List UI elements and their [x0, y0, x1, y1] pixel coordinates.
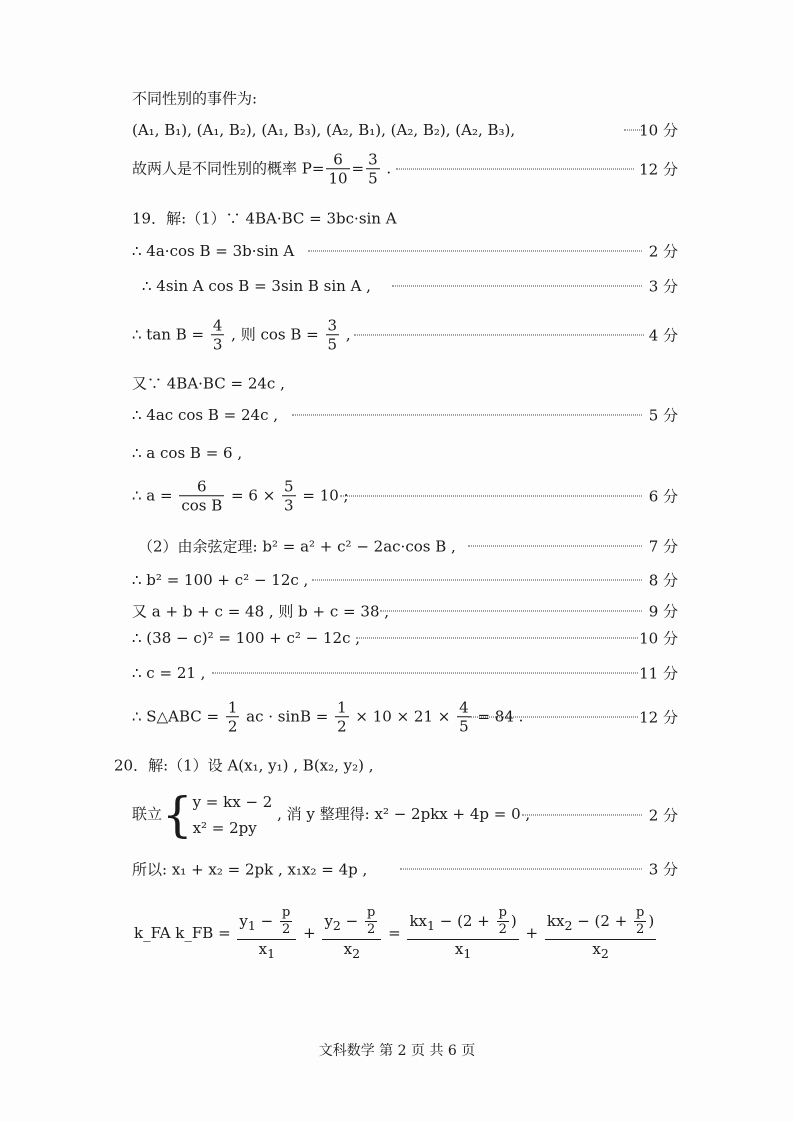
score-label: 10 分	[639, 629, 678, 648]
line-text: 又∵ 4BA·BC = 24c ,	[132, 374, 285, 393]
line-9	[0, 406, 794, 425]
formula-head: k_FA k_FB =	[134, 924, 236, 943]
line-text: 又 a + b + c = 48 , 则 b + c = 38 ,	[132, 602, 390, 621]
line-12	[0, 537, 794, 556]
leader-dots	[292, 415, 642, 416]
score-label: 8 分	[648, 571, 678, 590]
score-label: 2 分	[648, 806, 678, 825]
frac-den: 3	[212, 335, 223, 354]
line-text: (A₁, B₁), (A₁, B₂), (A₁, B₃), (A₂, B₁), (A₂, B₂), (A₂, B₃),	[132, 121, 516, 139]
score-label: 7 分	[648, 537, 678, 556]
brace-icon: {	[162, 787, 193, 843]
leader-dots	[522, 815, 642, 816]
frac-num: 1	[337, 697, 347, 716]
line-5	[0, 242, 794, 261]
leader-dots	[308, 251, 642, 252]
line-text: 19．解:（1）∵ 4BA·BC = 3bc·sin A	[132, 209, 397, 228]
line-10	[0, 444, 794, 462]
leader-dots	[356, 638, 638, 639]
line-7	[0, 315, 794, 354]
score-label: 12 分	[639, 160, 678, 179]
score-label: 5 分	[648, 406, 678, 425]
line-tail: .	[381, 159, 392, 177]
frac-num: $kx_2 - (2$ + $\frac{p}{2}$ )	[545, 905, 656, 940]
line-2	[0, 121, 794, 140]
leader-dots	[340, 496, 642, 497]
line-text: ∴ a cos B = 6 ,	[132, 444, 243, 462]
leader-dots	[354, 335, 644, 336]
fraction	[226, 698, 240, 737]
frac-num: 3	[327, 315, 338, 334]
fraction	[335, 698, 349, 737]
line-text: （2）由余弦定理: b² = a² + c² − 2ac·cos B ,	[138, 537, 456, 556]
line-13	[0, 571, 794, 590]
line-lead: 联立	[132, 805, 163, 823]
leader-dots	[468, 717, 638, 718]
frac-den: 2	[227, 717, 238, 736]
line-text: ∴ S△ABC =	[132, 707, 224, 725]
line-mid: ac · sinB =	[241, 707, 334, 725]
line-text: ∴ c = 21 ,	[132, 664, 206, 682]
line-6	[0, 277, 794, 296]
line-text: ∴ (38 − c)² = 100 + c² − 12c ,	[132, 629, 361, 647]
score-label: 9 分	[648, 602, 678, 621]
frac-den: 2	[337, 717, 347, 736]
line-text: ∴ b² = 100 + c² − 12c ,	[132, 571, 309, 589]
leader-dots	[312, 580, 642, 581]
equation-system	[193, 789, 273, 841]
line-text: ∴ 4ac cos B = 24c ,	[132, 406, 279, 424]
line-text: 所以: x₁ + x₂ = 2pk , x₁x₂ = 4p ,	[132, 860, 368, 879]
line-text: ∴ 4sin A cos B = 3sin B sin A ,	[142, 277, 371, 295]
line-content	[132, 316, 351, 355]
score-label: 12 分	[639, 708, 678, 727]
frac-den: $x_2$	[592, 939, 609, 961]
line-mid: × 10 × 21 ×	[350, 707, 456, 725]
page-footer: 文科数学 第 2 页 共 6 页	[318, 1043, 476, 1059]
score-label: 11 分	[639, 664, 678, 683]
line-17	[0, 697, 794, 736]
fraction	[282, 477, 296, 516]
fraction	[326, 316, 340, 355]
frac-num: 4	[459, 697, 469, 716]
frac-den: $x_2$	[343, 939, 361, 961]
leader-dots	[380, 611, 642, 612]
frac-den: $x_1$	[454, 939, 472, 961]
leader-dots	[396, 169, 634, 170]
line-1	[0, 89, 794, 108]
line-3	[0, 149, 794, 188]
frac-num: 6	[179, 477, 224, 497]
leader-dots	[392, 286, 642, 287]
system-eq-1: y = kx − 2	[192, 793, 273, 811]
line-tail: ,	[341, 325, 351, 343]
line-tail: , 消 y 整理得: x² − 2pkx + 4p = 0 ,	[272, 805, 531, 823]
frac-num: 6	[326, 150, 349, 170]
fraction	[211, 316, 225, 355]
line-16	[0, 664, 794, 683]
fraction	[326, 150, 349, 189]
leader-dots	[212, 673, 638, 674]
score-label: 3 分	[648, 277, 678, 296]
line-tail: = 10 ;	[297, 486, 349, 504]
line-text: ∴ 4a·cos B = 3b·sin A	[132, 242, 295, 260]
fraction	[237, 905, 296, 961]
line-content	[132, 698, 523, 737]
frac-num: 5	[284, 476, 294, 495]
line-15	[0, 629, 794, 648]
system-eq-2: x² = 2py	[192, 819, 257, 837]
line-content	[132, 150, 391, 189]
line-text: ∴ a =	[132, 486, 178, 504]
score-label: 10 分	[639, 121, 678, 140]
line-21: k_FA k_FB = $y_1$ − $\frac{p}{2}$ $x_1$ + $y_2$ − $\frac{p}{2}$ $x_2$ = $kx_1 - (2$ + $\frac{p}{2}$ ) $x_1$ + $kx_2 - (2$ + $\frac{p}{2}$ ) $x_2$	[134, 905, 655, 961]
line-4	[0, 209, 794, 228]
line-mid: = 6 ×	[226, 486, 281, 504]
frac-den: 5	[459, 717, 469, 736]
line-text: 故两人是不同性别的概率 P=	[132, 159, 325, 177]
frac-den: $x_1$	[258, 939, 276, 961]
line-text: 20．解:（1）设 A(x₁, y₁) , B(x₂, y₂) ,	[114, 756, 374, 775]
line-content	[132, 477, 349, 516]
line-mid: , 则 cos B =	[226, 325, 324, 343]
line-tail: = 84 .	[472, 707, 524, 725]
score-label: 3 分	[648, 860, 678, 879]
fraction	[322, 905, 381, 961]
frac-den: cos B	[181, 496, 223, 515]
frac-num: 1	[227, 697, 238, 716]
line-content	[132, 789, 530, 841]
leader-dots	[400, 869, 642, 870]
frac-num: $kx_1 - (2$ + $\frac{p}{2}$ )	[407, 905, 518, 940]
frac-den: 5	[368, 169, 378, 188]
line-8	[0, 374, 794, 393]
frac-num: 3	[368, 149, 378, 168]
score-label: 2 分	[648, 242, 678, 261]
score-label: 6 分	[648, 487, 678, 506]
line-20	[0, 860, 794, 879]
frac-den: 5	[327, 335, 338, 354]
line-19	[0, 787, 794, 843]
leader-dots	[468, 546, 642, 547]
frac-den: 3	[284, 496, 294, 515]
frac-num: 4	[212, 315, 223, 334]
line-text: ∴ tan B =	[132, 325, 209, 343]
score-label: 4 分	[648, 326, 678, 345]
fraction	[366, 150, 380, 189]
frac-num: $y_1$ − $\frac{p}{2}$	[237, 905, 296, 940]
fraction	[545, 905, 656, 961]
frac-den: 10	[328, 169, 348, 188]
line-14	[0, 602, 794, 621]
fraction	[407, 905, 518, 961]
frac-num: $y_2$ − $\frac{p}{2}$	[322, 905, 381, 940]
line-18	[0, 756, 794, 775]
line-text: 不同性别的事件为:	[132, 89, 258, 108]
equals: =	[351, 159, 365, 177]
fraction	[179, 477, 224, 516]
line-11	[0, 476, 794, 515]
